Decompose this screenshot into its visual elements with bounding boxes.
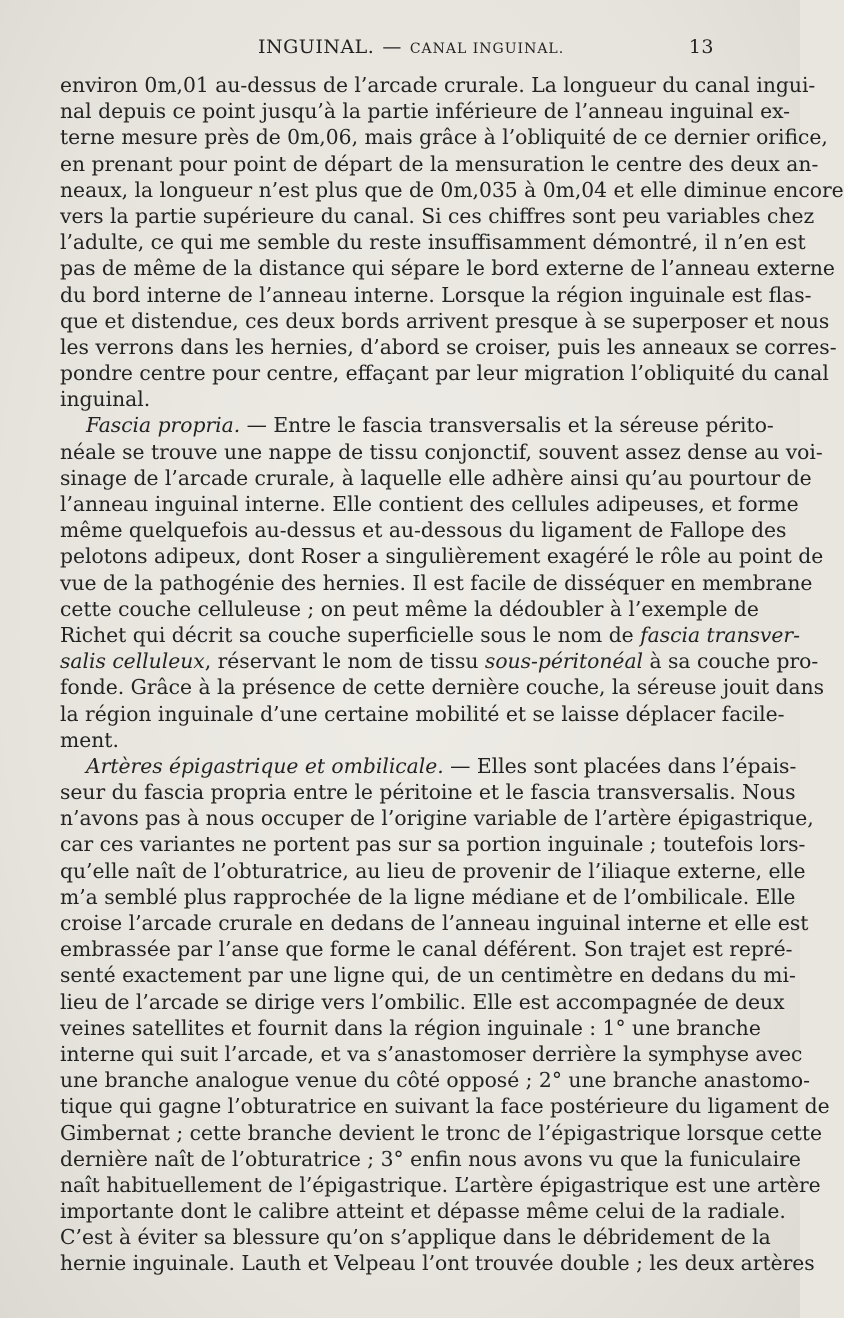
line-text: vue de la pathogénie des hernies. Il est facile de disséquer en membrane xyxy=(60,570,813,595)
text-line xyxy=(60,255,835,281)
header-subtitle: CANAL INGUINAL. xyxy=(409,41,565,57)
line-text: pelotons adipeux, dont Roser a singulièrement exagéré le rôle au point de xyxy=(60,544,824,569)
text-line xyxy=(60,491,799,517)
line-text: interne qui suit l’arcade, et va s’anastomoser derrière la symphyse avec xyxy=(60,1041,803,1066)
text-line xyxy=(60,884,796,910)
line-text: tique qui gagne l’obturatrice en suivant la face postérieure du ligament de xyxy=(60,1094,830,1119)
text-line xyxy=(60,517,787,543)
line-text: Richet qui décrit sa couche superficielle sous le nom de xyxy=(60,622,641,647)
line-text: veines satellites et fournit dans la région inguinale : 1° une branche xyxy=(60,1015,761,1040)
header-title: INGUINAL. xyxy=(258,36,375,58)
line-text: m’a semblé plus rapprochée de la ligne médiane et de l’ombilicale. Elle xyxy=(60,884,796,909)
text-line xyxy=(60,936,793,962)
text-line xyxy=(60,622,800,648)
text-line xyxy=(60,910,809,936)
text-line xyxy=(60,177,844,203)
header-dash: — xyxy=(382,36,402,58)
line-text: hernie inguinale. Lauth et Velpeau l’ont trouvée double ; les deux artères xyxy=(60,1251,815,1276)
line-text: pondre centre pour centre, effaçant par leur migration l’obliquité du canal xyxy=(60,361,829,386)
line-text: l’adulte, ce qui me semble du reste insuffisamment démontré, il n’en est xyxy=(60,230,806,255)
text-line xyxy=(60,386,716,412)
line-text: — Elles sont placées dans l’épais- xyxy=(443,753,797,778)
text-line xyxy=(60,989,785,1015)
text-line xyxy=(60,1224,771,1250)
italic-phrase: salis celluleux xyxy=(60,649,205,674)
text-line xyxy=(60,570,813,596)
text-line xyxy=(60,727,716,753)
text-line xyxy=(60,465,812,491)
text-line xyxy=(60,334,837,360)
line-text: une branche analogue venue du côté opposé ; 2° une branche anastomo- xyxy=(60,1068,811,1093)
line-text: vers la partie supérieure du canal. Si ces chiffres sont peu variables chez xyxy=(60,203,815,228)
line-text: importante dont le calibre atteint et dépasse même celui de la radiale. xyxy=(60,1199,786,1224)
line-text: embrassée par l’anse que forme le canal déférent. Son trajet est repré- xyxy=(60,937,793,962)
line-text: cette couche celluleuse ; on peut même la dédoubler à l’exemple de xyxy=(60,596,759,621)
line-text: les verrons dans les hernies, d’abord se croiser, puis les anneaux se corres- xyxy=(60,334,837,359)
line-text: sinage de l’arcade crurale, à laquelle elle adhère ainsi qu’au pourtour de xyxy=(60,465,812,490)
line-text: ment. xyxy=(60,727,119,752)
line-text: n’avons pas à nous occuper de l’origine variable de l’artère épigastrique, xyxy=(60,806,814,831)
line-text: l’anneau inguinal interne. Elle contient des cellules adipeuses, et forme xyxy=(60,492,799,516)
text-line xyxy=(60,360,829,386)
line-text: Gimbernat ; cette branche devient le tronc de l’épigastrique lorsque cette xyxy=(60,1120,822,1145)
text-line xyxy=(60,962,796,988)
line-text: néale se trouve une nappe de tissu conjonctif, souvent assez dense au voi- xyxy=(60,439,823,464)
text-line xyxy=(60,779,796,805)
text-line xyxy=(60,1250,815,1276)
line-text: senté exactement par une ligne qui, de un centimètre en dedans du mi- xyxy=(60,963,796,988)
line-text: que et distendue, ces deux bords arrivent presque à se superposer et nous xyxy=(60,308,830,333)
text-line xyxy=(60,308,830,334)
text-line xyxy=(60,439,823,465)
text-line xyxy=(60,1146,801,1172)
text-line xyxy=(60,282,812,308)
text-line xyxy=(60,753,797,779)
text-line xyxy=(60,412,774,438)
line-text: — Entre le fascia transversalis et la séreuse périto- xyxy=(240,413,774,438)
line-text: terne mesure près de 0m,06, mais grâce à l’obliquité de ce dernier orifice, xyxy=(60,125,828,150)
text-line xyxy=(60,72,816,98)
line-text: seur du fascia propria entre le péritoine et le fascia transversalis. Nous xyxy=(60,780,796,805)
text-line xyxy=(60,1172,821,1198)
text-line xyxy=(60,831,806,857)
line-text: nal depuis ce point jusqu’à la partie inférieure de l’anneau inguinal ex- xyxy=(60,99,791,124)
line-text: naît habituellement de l’épigastrique. L’artère épigastrique est une artère xyxy=(60,1172,821,1197)
text-line xyxy=(60,648,819,674)
line-text: pas de même de la distance qui sépare le bord externe de l’anneau externe xyxy=(60,256,835,281)
line-text: en prenant pour point de départ de la mensuration le centre des deux an- xyxy=(60,151,819,176)
italic-phrase: Fascia propria. xyxy=(86,413,241,438)
text-line xyxy=(60,1093,830,1119)
line-text: croise l’arcade crurale en dedans de l’anneau inguinal interne et elle est xyxy=(60,911,809,935)
text-line xyxy=(60,674,825,700)
line-text: environ 0m,01 au-dessus de l’arcade crurale. La longueur du canal ingui- xyxy=(60,73,816,97)
text-line xyxy=(60,1041,803,1067)
text-line xyxy=(60,203,815,229)
text-line xyxy=(60,858,806,884)
italic-phrase: Artères épigastrique et ombilicale. xyxy=(86,753,444,778)
line-text: fonde. Grâce à la présence de cette dernière couche, la séreuse jouit dans xyxy=(60,675,825,700)
italic-phrase: sous-péritonéal xyxy=(484,649,644,674)
running-title xyxy=(258,36,564,58)
text-line xyxy=(60,805,814,831)
body-text xyxy=(60,72,844,1277)
line-text: la région inguinale d’une certaine mobilité et se laisse déplacer facile- xyxy=(60,701,785,726)
text-line xyxy=(60,543,824,569)
text-line xyxy=(60,124,828,150)
line-text: même quelquefois au-dessus et au-dessous du ligament de Fallope des xyxy=(60,518,787,543)
running-header xyxy=(60,36,716,66)
text-line xyxy=(60,701,785,727)
line-text: C’est à éviter sa blessure qu’on s’applique dans le débridement de la xyxy=(60,1225,771,1250)
line-text: à sa couche pro- xyxy=(643,649,819,674)
text-line xyxy=(60,596,759,622)
line-text: neaux, la longueur n’est plus que de 0m,035 à 0m,04 et elle diminue encore xyxy=(60,177,844,202)
line-text: du bord interne de l’anneau interne. Lorsque la région inguinale est flas- xyxy=(60,282,812,307)
italic-phrase: fascia transver- xyxy=(640,622,800,647)
text-line xyxy=(60,1120,822,1146)
line-text: inguinal. xyxy=(60,387,151,412)
text-line xyxy=(60,151,819,177)
line-text: , réservant le nom de tissu xyxy=(204,649,485,674)
text-line xyxy=(60,1067,811,1093)
line-text: qu’elle naît de l’obturatrice, au lieu de provenir de l’iliaque externe, elle xyxy=(60,858,806,883)
page-number: 13 xyxy=(688,36,714,58)
text-line xyxy=(60,229,806,255)
text-line xyxy=(60,98,791,124)
line-text: dernière naît de l’obturatrice ; 3° enfin nous avons vu que la funiculaire xyxy=(60,1146,801,1171)
line-text: car ces variantes ne portent pas sur sa portion inguinale ; toutefois lors- xyxy=(60,832,806,857)
text-line xyxy=(60,1198,786,1224)
text-line xyxy=(60,1015,761,1041)
line-text: lieu de l’arcade se dirige vers l’ombilic. Elle est accompagnée de deux xyxy=(60,989,785,1014)
